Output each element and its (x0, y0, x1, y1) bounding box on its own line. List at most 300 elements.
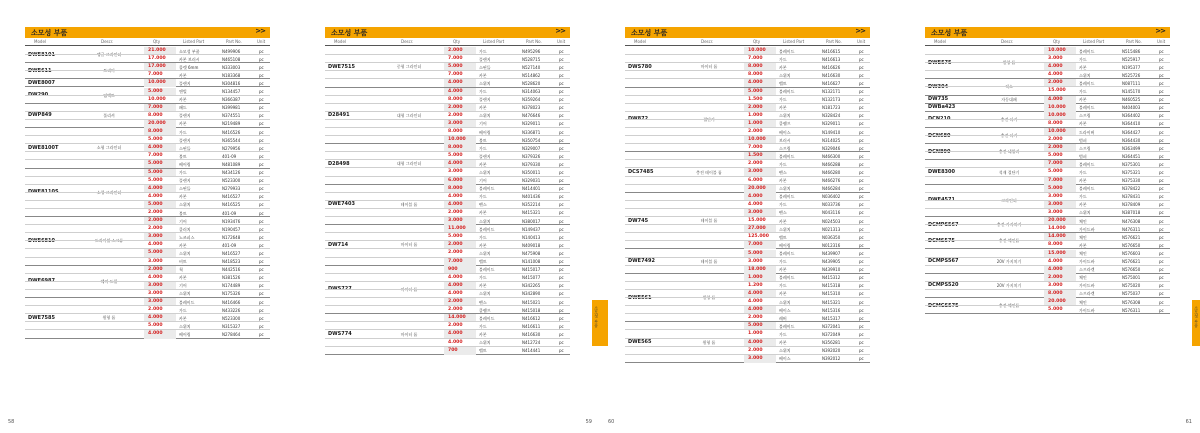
cell-part: 벨트 (479, 259, 487, 265)
cell-unit: pc (1159, 72, 1164, 78)
model-description: 충전 타카 (1000, 133, 1018, 139)
cell-part: 카본 (179, 97, 187, 103)
cell-unit: pc (859, 56, 864, 62)
cell-unit: pc (859, 226, 864, 232)
cell-part: 카본 (1079, 121, 1087, 127)
model-description: 드라이월 스크류 (94, 238, 124, 244)
cell-part: 카본 (1079, 202, 1087, 208)
cell-qty: 4.000 (148, 242, 163, 248)
table-row (925, 79, 1170, 87)
cell-part: 기어 (479, 178, 487, 184)
cell-part: 스위치 (479, 340, 491, 346)
cell-unit: pc (859, 259, 864, 265)
model-name: DW714 (328, 241, 349, 248)
cell-pno: N364430 (1122, 137, 1141, 143)
cell-part: 스위치 (179, 202, 191, 208)
cell-part: 스핀들 (179, 145, 191, 151)
cell-pno: N416526 (222, 129, 241, 135)
cell-pno: N415018 (522, 307, 541, 313)
column-header: Model (934, 39, 947, 44)
cell-part: 카본 (479, 283, 487, 289)
cell-unit: pc (1159, 267, 1164, 273)
cell-part: 스위치 (179, 323, 191, 329)
table-row (925, 160, 1170, 168)
model-group (25, 63, 270, 79)
cell-pno: N466276 (822, 178, 841, 184)
cell-qty: 2.000 (148, 226, 163, 232)
cell-unit: pc (559, 161, 564, 167)
cell-qty: 2.000 (748, 129, 763, 134)
cell-qty: 7.000 (148, 72, 163, 78)
table-row (925, 177, 1170, 185)
cell-pno: N378422 (1122, 186, 1141, 192)
cell-unit: pc (259, 259, 264, 265)
cell-pno: N181723 (822, 105, 841, 111)
cell-part: 가드 (1079, 194, 1087, 200)
cell-qty: 3.000 (748, 209, 763, 215)
cell-qty: 14.000 (1048, 234, 1066, 240)
cell-unit: pc (259, 56, 264, 62)
table-row (925, 266, 1170, 274)
page-number: 58 (8, 419, 15, 425)
cell-unit: pc (559, 194, 564, 200)
cell-part: 스위치 (779, 299, 791, 305)
table-row (25, 233, 270, 241)
column-header: Qty (753, 39, 761, 44)
cell-unit: pc (259, 331, 264, 337)
cell-part: 블레이드 (1079, 48, 1095, 54)
cell-part: 스프링 (779, 145, 791, 151)
cell-pno: N416630 (522, 331, 541, 337)
table-row (925, 96, 1170, 104)
table-row (25, 71, 270, 79)
model-group (25, 104, 270, 128)
table-row (325, 217, 570, 225)
cell-part: 기어 (479, 121, 487, 127)
cell-part: 스프라켓 (1079, 267, 1095, 273)
table-row (925, 193, 1170, 204)
cell-unit: pc (1159, 186, 1164, 192)
cell-qty: 2.000 (748, 347, 763, 353)
cell-part: 카본 (1079, 64, 1087, 70)
model-description: 앵글 그라인더 (96, 52, 122, 58)
table-row (625, 79, 870, 87)
cell-pno: N416613 (822, 56, 841, 62)
cell-unit: pc (859, 48, 864, 54)
cell-part: 카본 (479, 161, 487, 167)
cell-part: 카본 (1079, 178, 1087, 184)
cell-part: 플랜지 (179, 113, 191, 119)
model-name: DWE561 (628, 294, 652, 301)
model-description: 원형 톱 (102, 315, 116, 321)
model-name: DWE611 (28, 67, 52, 74)
cell-unit: pc (559, 178, 564, 184)
table-row (25, 249, 270, 257)
cell-pno: N375301 (1122, 161, 1141, 167)
cell-qty: 3.000 (448, 120, 463, 126)
cell-unit: pc (259, 226, 264, 232)
cell-qty: 4.000 (448, 161, 463, 167)
cell-qty: 4.000 (748, 290, 763, 296)
column-header: Model (334, 39, 347, 44)
cell-part: 블레이드 (479, 267, 495, 273)
cell-pno: N434126 (222, 170, 241, 175)
model-group (325, 225, 570, 266)
cell-qty: 4.000 (1048, 96, 1063, 102)
cell-qty: 5.000 (748, 323, 763, 329)
cell-unit: pc (559, 89, 564, 94)
table-row (25, 79, 270, 87)
cell-pno: N416611 (522, 323, 541, 329)
cell-part: 비트 (179, 259, 187, 265)
table-row (925, 282, 1170, 290)
cell-part: 플랜지 (479, 56, 491, 62)
model-name: DWS727 (328, 286, 352, 293)
model-name: DW735 (928, 96, 949, 103)
table-row (625, 225, 870, 233)
cell-qty: 2.000 (748, 161, 763, 167)
table-row (325, 88, 570, 96)
cell-qty: 125.000 (748, 234, 769, 240)
model-group (25, 298, 270, 339)
cell-part: 범퍼 (1079, 153, 1087, 159)
cell-pno: N499906 (222, 48, 241, 54)
table-row (925, 168, 1170, 176)
cell-unit: pc (559, 80, 564, 86)
table-row (625, 258, 870, 266)
cell-qty: 7.000 (748, 242, 763, 248)
cell-unit: pc (559, 218, 564, 224)
table-row (25, 290, 270, 298)
table-row (925, 47, 1170, 55)
cell-unit: pc (859, 291, 864, 297)
cell-pno: N141008 (522, 259, 541, 265)
cell-unit: pc (859, 218, 864, 224)
table-row (325, 330, 570, 338)
table-row (25, 136, 270, 144)
cell-qty: 4.000 (1048, 258, 1063, 264)
model-name: DWE7585 (28, 314, 55, 321)
cell-qty: 10.000 (748, 137, 766, 143)
cell-part: 블레이드 (479, 315, 495, 321)
cell-part: 가드 (779, 161, 787, 167)
cell-pno: N024503 (822, 218, 841, 224)
table-row (925, 185, 1170, 193)
cell-pno: N363499 (1122, 145, 1141, 151)
cell-qty: 10.000 (1048, 48, 1066, 53)
model-description: 원형 톱 (702, 339, 716, 345)
table-row (25, 322, 270, 330)
cell-pno: N021313 (822, 226, 841, 232)
cell-qty: 4.000 (448, 339, 463, 345)
table-row (25, 169, 270, 177)
table-row (325, 96, 570, 104)
model-description: 소형 그라인더 (96, 189, 122, 195)
cell-part: 스위치 (1079, 72, 1091, 78)
cell-pno: 401-09 (222, 210, 237, 216)
cell-pno: N175326 (222, 291, 241, 297)
cell-unit: pc (559, 259, 564, 265)
cell-unit: pc (859, 348, 864, 354)
cell-pno: N466280 (822, 169, 841, 175)
table-row (25, 282, 270, 290)
table-row (325, 79, 570, 87)
cell-qty: 4.000 (448, 282, 463, 288)
model-name: DCN210 (928, 116, 951, 123)
cell-qty: 1.000 (748, 331, 763, 337)
cell-qty: 2.000 (748, 315, 763, 321)
table-row (625, 274, 870, 282)
cell-qty: 8.000 (748, 64, 763, 70)
cell-pno: N378431 (1122, 194, 1141, 200)
cell-part: 가이드바 (1079, 283, 1095, 289)
cell-part: 베이스 (779, 356, 791, 362)
cell-pno: N219489 (222, 121, 241, 127)
cell-part: 플랜지 (479, 153, 491, 159)
cell-qty: 4.000 (448, 290, 463, 296)
cell-pno: N523300 (222, 178, 241, 184)
cell-pno: N416630 (822, 72, 841, 78)
table-row (925, 144, 1170, 152)
cell-unit: pc (859, 202, 864, 208)
cell-qty: 4.000 (148, 331, 163, 337)
cell-unit: pc (559, 153, 564, 159)
model-description: 충전 체인톱 (998, 238, 1020, 244)
cell-part: 가이드바 (1079, 259, 1095, 265)
cell-pno: N172648 (222, 234, 241, 240)
cell-unit: pc (259, 307, 264, 313)
model-description: 임팩트 (103, 92, 115, 98)
model-description: 충전 타카 (1000, 116, 1018, 122)
model-description: 충전 체인톱 (998, 303, 1020, 309)
cell-unit: pc (859, 105, 864, 111)
cell-part: 스위치 (479, 80, 491, 86)
cell-unit: pc (559, 307, 564, 313)
cell-pno: N380017 (522, 218, 541, 224)
cell-qty: 5.000 (448, 153, 463, 159)
cell-part: 스핀들 (179, 186, 191, 192)
table-row (25, 63, 270, 71)
model-group (25, 128, 270, 169)
table-row (25, 241, 270, 249)
cell-qty: 7.000 (1048, 177, 1063, 183)
cell-unit: pc (259, 315, 264, 321)
table-row (325, 290, 570, 298)
cell-qty: 4.000 (148, 193, 163, 199)
table-row (625, 217, 870, 225)
cell-unit: pc (859, 234, 864, 240)
cell-part: 벨트 (479, 348, 487, 354)
cell-part: 카본 (479, 72, 487, 78)
cell-part: 플랜지 (479, 97, 491, 103)
cell-pno: N433226 (222, 307, 241, 313)
column-header: Unit (257, 39, 266, 44)
cell-unit: pc (259, 113, 264, 119)
cell-qty: 5.000 (748, 250, 763, 256)
cell-qty: 4.000 (448, 274, 463, 280)
cell-part: 가드 (479, 89, 487, 94)
cell-part: 펜스 (779, 169, 787, 175)
cell-unit: pc (1159, 251, 1164, 256)
cell-unit: pc (259, 323, 264, 329)
cell-qty: 8.000 (148, 112, 163, 118)
cell-part: 볼트 (179, 210, 187, 216)
cell-qty: 2.000 (448, 250, 463, 256)
model-description: 대형 그라인더 (396, 161, 422, 167)
cell-part: 기어 (179, 283, 187, 289)
table-row (925, 233, 1170, 241)
model-name: DCMCS575 (928, 302, 959, 309)
cell-unit: pc (259, 186, 264, 192)
table-row (325, 274, 570, 282)
table-row (25, 314, 270, 322)
cell-pno: N416527 (222, 194, 241, 200)
table-row (25, 266, 270, 274)
table-row (625, 266, 870, 274)
model-description: 트리머 (103, 68, 115, 74)
table-row (25, 152, 270, 160)
model-group (925, 274, 1170, 298)
cell-qty: 5.000 (448, 234, 463, 240)
cell-part: 베이스 (779, 129, 791, 135)
cell-part: 카본 (779, 178, 787, 184)
model-name: DWE7492 (628, 258, 655, 265)
cell-unit: pc (1159, 299, 1164, 305)
cell-part: 스프링 (1079, 113, 1091, 119)
model-group (325, 185, 570, 226)
cell-pno: N514862 (522, 72, 541, 78)
cell-pno: N336871 (522, 129, 541, 135)
table-row (625, 330, 870, 338)
cell-unit: pc (559, 250, 564, 256)
model-group (325, 144, 570, 185)
cell-unit: pc (559, 291, 564, 297)
cell-qty: 4.000 (1048, 64, 1063, 70)
cell-unit: pc (559, 283, 564, 289)
cell-qty: 5.000 (148, 169, 163, 175)
cell-unit: pc (559, 202, 564, 208)
cell-qty: 4.000 (748, 193, 763, 199)
cell-unit: pc (859, 275, 864, 281)
cell-qty: 5.000 (448, 64, 463, 70)
model-name: DCMPS520 (928, 282, 959, 289)
model-group (625, 322, 870, 363)
cell-pno: N329011 (822, 121, 841, 127)
cell-part: 볼트 (479, 137, 487, 143)
cell-part: 스핀들 (479, 64, 491, 70)
cell-unit: pc (559, 129, 564, 135)
cell-part: 카본 브러시 (179, 56, 200, 62)
cell-qty: 5.000 (148, 177, 163, 183)
cell-pno: N375321 (1122, 169, 1141, 175)
cell-unit: pc (559, 267, 564, 273)
cell-qty: 4.000 (148, 145, 163, 151)
catalog-page-1 (0, 0, 300, 433)
cell-unit: pc (859, 89, 864, 94)
cell-unit: pc (559, 340, 564, 346)
table-row (625, 314, 870, 322)
cell-unit: pc (559, 137, 564, 143)
cell-pno: N134457 (222, 89, 241, 94)
cell-pno: N415321 (522, 210, 541, 216)
table-row (25, 47, 270, 55)
cell-part: 스위치 (479, 291, 491, 297)
column-header: Model (634, 39, 647, 44)
cell-unit: pc (859, 242, 864, 248)
table-row (625, 209, 870, 217)
cell-unit: pc (1159, 202, 1164, 208)
column-header: Listed Part (1083, 39, 1105, 44)
table-row (625, 201, 870, 209)
table-row (325, 104, 570, 112)
table-row (925, 136, 1170, 144)
cell-pno: N415321 (822, 299, 841, 305)
cell-part: 펜스 (479, 299, 487, 305)
cell-part: 카본 (779, 291, 787, 297)
table-row (625, 104, 870, 112)
table-row (925, 225, 1170, 233)
cell-unit: pc (559, 234, 564, 240)
cell-unit: pc (559, 275, 564, 281)
cell-pno: N416612 (522, 315, 541, 321)
cell-qty: 3.000 (748, 355, 763, 361)
table-row (325, 209, 570, 217)
model-description: 원형 톱 (1002, 60, 1016, 66)
table-row (625, 152, 870, 160)
model-group (925, 250, 1170, 274)
model-description: 마이터 톱 (700, 64, 718, 70)
cell-qty: 2.000 (448, 299, 463, 305)
cell-part: 클램프 (479, 307, 491, 313)
cell-qty: 8.000 (448, 185, 463, 191)
model-group (625, 274, 870, 323)
model-description: 직소 (1005, 84, 1013, 90)
section-title-bar (925, 27, 1170, 38)
cell-pno: N342890 (522, 291, 541, 297)
cell-part: 카본 (779, 340, 787, 346)
cell-pno: N418523 (222, 259, 241, 265)
cell-pno: N576308 (1122, 299, 1141, 305)
model-group (925, 185, 1170, 217)
cell-part: 카본 (1079, 97, 1087, 103)
cell-pno: N415317 (822, 315, 841, 321)
cell-qty: 8.000 (448, 96, 463, 102)
cell-qty: 4.000 (448, 80, 463, 86)
table-row (625, 290, 870, 298)
cell-qty: 5.000 (1048, 307, 1063, 313)
cell-qty: 10.000 (748, 48, 766, 53)
model-group (25, 88, 270, 104)
cell-pno: N525726 (1122, 72, 1141, 78)
section-side-tab (592, 300, 600, 346)
cell-qty: 5.000 (148, 137, 163, 143)
cell-part: 카본 (479, 331, 487, 337)
cell-pno: N414401 (522, 186, 541, 192)
model-group (925, 104, 1170, 112)
cell-qty: 6.000 (448, 177, 463, 183)
cell-pno: N439905 (822, 259, 841, 265)
cell-unit: pc (859, 186, 864, 192)
model-description: 대형 그라인더 (396, 112, 422, 118)
cell-pno: N528715 (522, 56, 541, 62)
model-group (925, 233, 1170, 249)
cell-pno: N375330 (1122, 178, 1141, 184)
cell-qty: 5.000 (148, 323, 163, 329)
table-row (925, 290, 1170, 298)
cell-unit: pc (859, 340, 864, 346)
cell-unit: pc (859, 251, 864, 256)
cell-pno: N145170 (1122, 88, 1141, 94)
